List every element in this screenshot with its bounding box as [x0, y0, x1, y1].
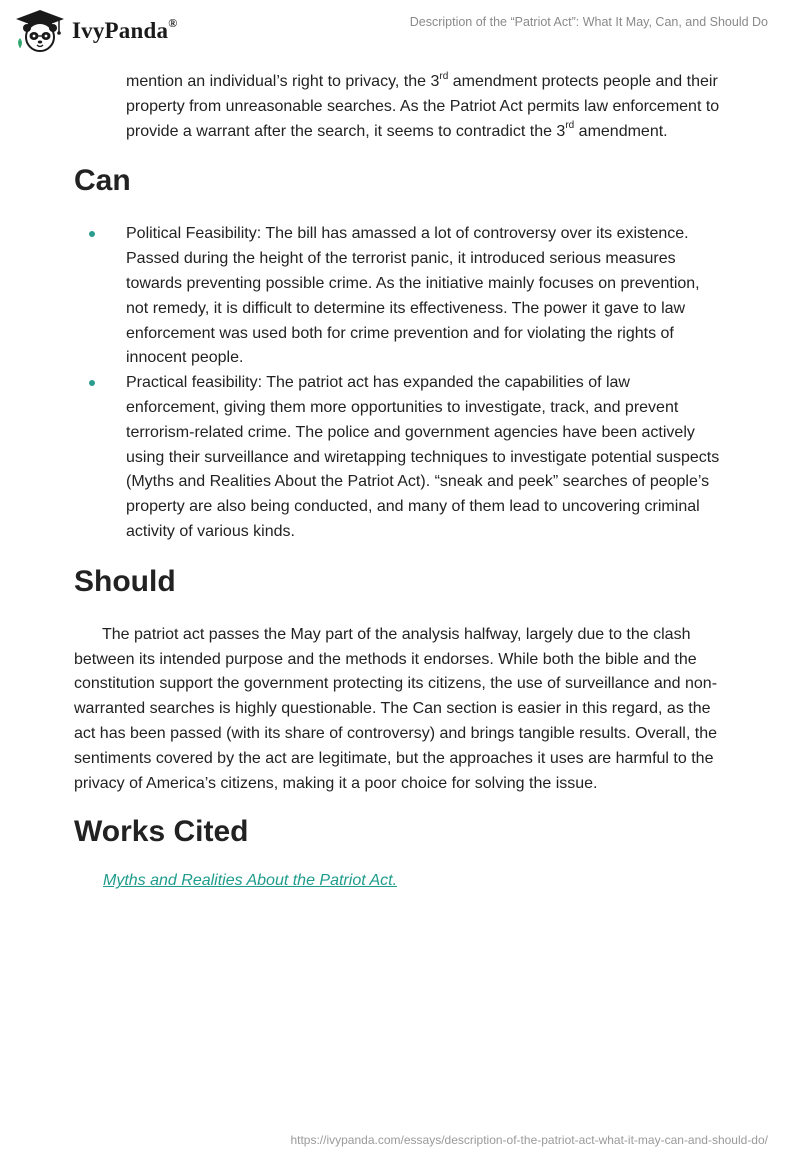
bullet-icon [89, 231, 95, 237]
document-title: Description of the “Patriot Act”: What It May, Can, and Should Do [409, 15, 768, 29]
ivypanda-logo[interactable] [14, 8, 177, 54]
heading-works-cited: Works Cited [74, 815, 249, 849]
should-paragraph: The patriot act passes the May part of the analysis halfway, largely due to the clash between its intended purpose and the methods it endorses. While both the bible and the constitution support the government protecting its citizens, the use of surveillance and non-warranted searches is highly questionable. The Can section is easier in this regard, as the act has been passed (with its share of controversy) and brings tangible results. Overall, the sentiments covered by the act are legitimate, but the approaches it uses are harmful to the privacy of America’s citizens, making it a poor choice for solving the issue. [74, 625, 718, 792]
panda-graduate-icon [14, 8, 66, 54]
can-list [74, 222, 724, 544]
intro-paragraph: mention an individual’s right to privacy, the 3rd amendment protects people and their property from unreasonable searches. As the Patriot Act permits law enforcement to provide a warrant after the search, it seems to contradict the 3rd amendment. [126, 70, 720, 140]
citation-link[interactable]: Myths and Realities About the Patriot Act. [103, 872, 398, 890]
page-header [0, 0, 800, 64]
heading-can: Can [74, 164, 131, 198]
source-url: https://ivypanda.com/essays/description-of-the-patriot-act-what-it-may-can-and-should-do/ [290, 1133, 768, 1147]
logo-wordmark: IvyPanda® [72, 16, 178, 43]
citation-entry [74, 872, 724, 890]
list-item: Political Feasibility: The bill has amassed a lot of controversy over its existence. Passed during the height of the terrorist panic, it introduced serious measures towards preventing possible crime. As the initiative mainly focuses on prevention, not remedy, it is difficult to determine its effectiveness. The power it gave to law enforcement was used both for crime prevention and for violating the rights of innocent people. [74, 222, 724, 371]
bullet-icon [89, 380, 95, 386]
list-item: Practical feasibility: The patriot act has expanded the capabilities of law enforcement, giving them more opportunities to investigate, track, and prevent terrorism-related crime. The police and government agencies have been actively using their surveillance and wiretapping techniques to investigate potential suspects (Myths and Realities About the Patriot Act). “sneak and peek” searches of people’s property are also being conducted, and many of them lead to uncovering criminal activity of various kinds. [74, 371, 724, 545]
heading-should: Should [74, 564, 176, 598]
essay-body [74, 70, 724, 890]
